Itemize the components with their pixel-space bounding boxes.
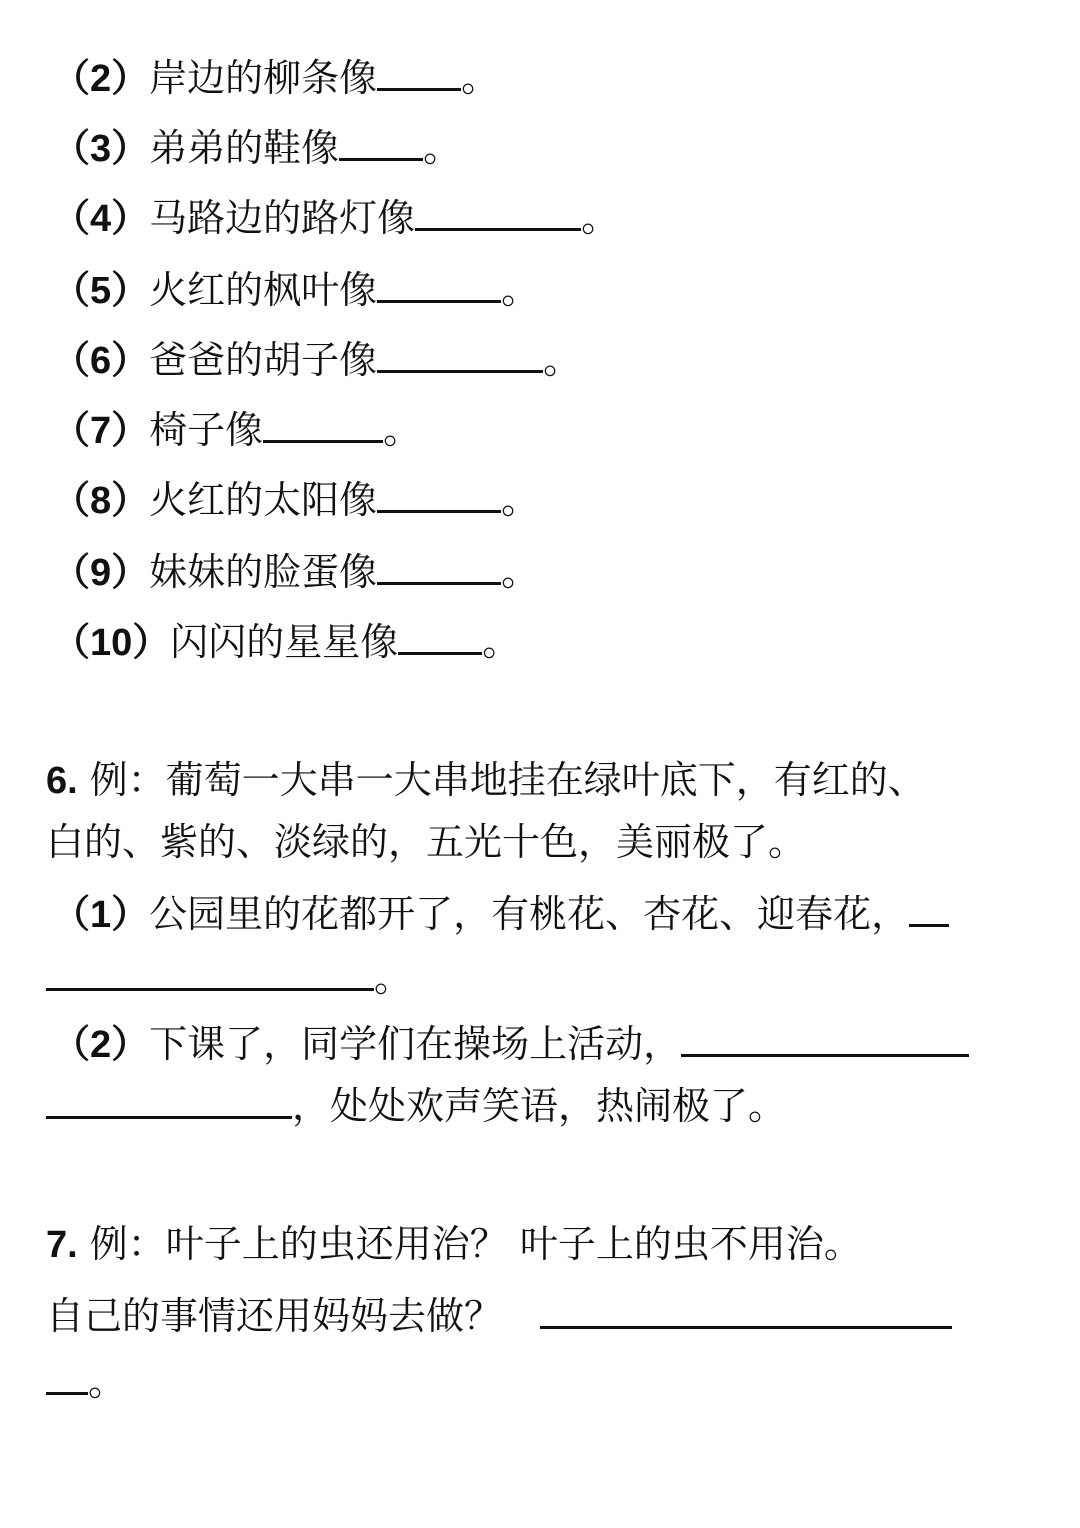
q6-example-text: 例：葡萄一大串一大串地挂在绿叶底下，有红的、 <box>89 758 926 802</box>
item-end: 。 <box>501 550 540 594</box>
item-text: 妹妹的脸蛋像 <box>149 550 378 594</box>
q6-example-line1 <box>46 756 926 804</box>
item-end: 。 <box>501 478 540 522</box>
answer-blank[interactable] <box>46 952 374 991</box>
answer-blank[interactable] <box>46 1080 292 1119</box>
item-text: 火红的太阳像 <box>149 478 378 522</box>
item-text: 马路边的路灯像 <box>149 196 416 240</box>
item-number: （9） <box>52 552 150 594</box>
item-number: （10） <box>52 622 171 664</box>
answer-blank[interactable] <box>909 888 949 927</box>
simile-item <box>52 122 461 170</box>
simile-item <box>52 264 539 312</box>
q7-answer-line2 <box>46 1356 126 1404</box>
simile-item <box>52 616 520 664</box>
item-text: 椅子像 <box>149 408 264 452</box>
item-number: （1） <box>52 894 150 936</box>
item-number: （6） <box>52 340 150 382</box>
item-end: 。 <box>501 268 540 312</box>
answer-blank[interactable] <box>681 1018 969 1057</box>
item-text: 下课了，同学们在操场上活动， <box>149 1022 682 1066</box>
item-end: 。 <box>461 56 500 100</box>
q6-item1-line2 <box>46 952 412 1000</box>
item-text: 弟弟的鞋像 <box>149 126 340 170</box>
item-number: （4） <box>52 198 150 240</box>
answer-blank[interactable] <box>339 122 423 161</box>
item-text: 爸爸的胡子像 <box>149 338 378 382</box>
item-number: （7） <box>52 410 150 452</box>
item-text: 岸边的柳条像 <box>149 56 378 100</box>
q7-example-text: 例：叶子上的虫还用治？ 叶子上的虫不用治。 <box>89 1222 862 1266</box>
item-tail: ，处处欢声笑语，热闹极了。 <box>292 1084 787 1128</box>
q7-number: 7. <box>46 1224 78 1266</box>
item-number: （5） <box>52 270 150 312</box>
simile-item <box>52 474 539 522</box>
simile-item <box>52 546 539 594</box>
answer-blank[interactable] <box>377 264 501 303</box>
simile-item <box>52 52 499 100</box>
item-end: 。 <box>482 620 521 664</box>
q7-prompt-line <box>46 1290 952 1338</box>
item-number: （2） <box>52 58 150 100</box>
item-end: 。 <box>543 338 582 382</box>
answer-blank[interactable] <box>540 1290 952 1329</box>
q6-number: 6. <box>46 760 78 802</box>
answer-blank[interactable] <box>263 404 383 443</box>
answer-blank[interactable] <box>377 334 543 373</box>
q7-example <box>46 1220 862 1268</box>
simile-item <box>52 192 619 240</box>
q6-example-text: 白的、紫的、淡绿的，五光十色，美丽极了。 <box>46 820 807 864</box>
item-end: 。 <box>383 408 422 452</box>
answer-blank[interactable] <box>415 192 581 231</box>
simile-item <box>52 404 421 452</box>
simile-item <box>52 334 581 382</box>
item-end: 。 <box>374 956 413 1000</box>
item-end: 。 <box>423 126 462 170</box>
q7-prompt: 自己的事情还用妈妈去做？ <box>46 1294 503 1338</box>
answer-blank[interactable] <box>398 616 482 655</box>
item-number: （8） <box>52 480 150 522</box>
item-text: 火红的枫叶像 <box>149 268 378 312</box>
item-number: （2） <box>52 1024 150 1066</box>
q6-item2-line2 <box>46 1080 786 1128</box>
q6-item2-line1 <box>52 1018 969 1066</box>
q6-example-line2 <box>46 818 806 866</box>
answer-blank[interactable] <box>377 52 461 91</box>
item-text: 公园里的花都开了，有桃花、杏花、迎春花， <box>149 892 910 936</box>
item-text: 闪闪的星星像 <box>170 620 399 664</box>
answer-blank[interactable] <box>377 546 501 585</box>
answer-blank[interactable] <box>377 474 501 513</box>
q6-item1-line1 <box>52 888 949 936</box>
item-number: （3） <box>52 128 150 170</box>
item-end: 。 <box>581 196 620 240</box>
item-end: 。 <box>88 1360 127 1404</box>
answer-blank[interactable] <box>46 1356 88 1395</box>
